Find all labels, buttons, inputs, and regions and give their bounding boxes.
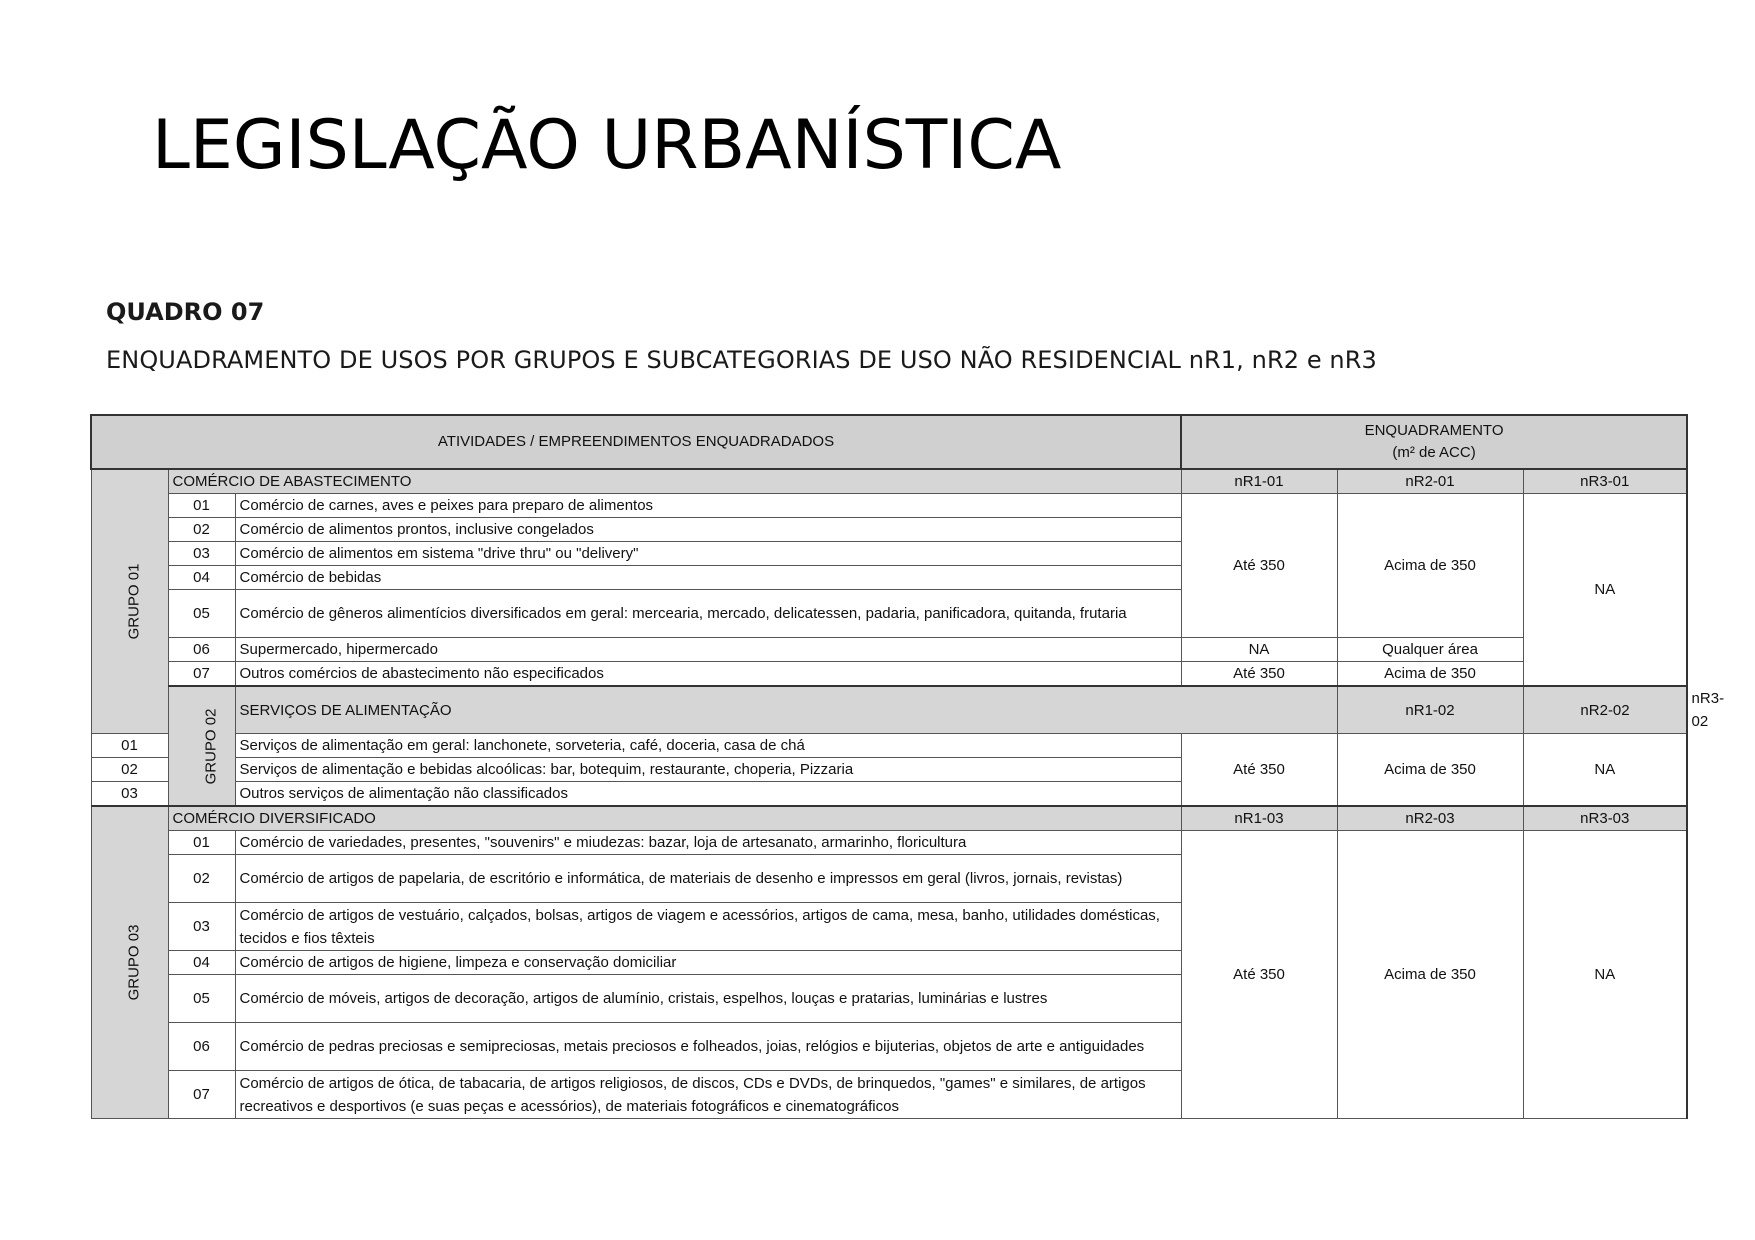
table-row <box>91 494 1687 518</box>
category-row <box>91 806 1687 831</box>
row-number: 07 <box>168 1071 235 1119</box>
value-nr1: Até 350 <box>1181 831 1337 1119</box>
row-number: 01 <box>91 734 168 758</box>
code-nr3: nR3-01 <box>1523 469 1687 494</box>
slide-title: LEGISLAÇÃO URBANÍSTICA <box>152 106 1062 185</box>
row-number: 02 <box>168 855 235 903</box>
code-nr2: nR2-02 <box>1523 686 1687 734</box>
group-label: GRUPO 01 <box>124 563 142 640</box>
code-nr2: nR2-01 <box>1337 469 1523 494</box>
row-description: Comércio de carnes, aves e peixes para preparo de alimentos <box>235 494 1181 518</box>
category-row: GRUPO 02 SERVIÇOS DE ALIMENTAÇÃO nR1-02 nR2-02 nR3-02 <box>91 686 1687 734</box>
table-row <box>91 662 1687 687</box>
group-label: GRUPO 03 <box>124 924 142 1001</box>
value-nr2: Acima de 350 <box>1337 662 1523 687</box>
value-nr1: NA <box>1181 638 1337 662</box>
value-nr1: Até 350 <box>1181 662 1337 687</box>
row-number: 07 <box>168 662 235 687</box>
row-description: Comércio de variedades, presentes, "souvenirs" e miudezas: bazar, loja de artesanato, armarinho, floricultura <box>235 831 1181 855</box>
category-name: SERVIÇOS DE ALIMENTAÇÃO <box>235 686 1337 734</box>
row-description: Comércio de alimentos em sistema "drive thru" ou "delivery" <box>235 542 1181 566</box>
row-description: Outros comércios de abastecimento não especificados <box>235 662 1181 687</box>
value-nr3: NA <box>1523 734 1687 807</box>
row-number: 01 <box>168 831 235 855</box>
row-description: Comércio de alimentos prontos, inclusive congelados <box>235 518 1181 542</box>
header-enquadramento <box>1181 415 1687 469</box>
row-number: 02 <box>168 518 235 542</box>
row-number: 05 <box>168 975 235 1023</box>
row-number: 02 <box>91 758 168 782</box>
classification-table <box>90 414 1725 1119</box>
value-nr2: Qualquer área <box>1337 638 1523 662</box>
code-nr1: nR1-03 <box>1181 806 1337 831</box>
table-row <box>91 638 1687 662</box>
header-unit: (m² de ACC) <box>1392 444 1476 461</box>
group-label-cell <box>168 686 235 806</box>
row-description: Serviços de alimentação em geral: lanchonete, sorveteria, café, doceria, casa de chá <box>235 734 1181 758</box>
group-label-cell <box>91 806 168 1119</box>
table-viewport <box>90 414 1725 1115</box>
row-number: 01 <box>168 494 235 518</box>
value-nr1: Até 350 <box>1181 494 1337 638</box>
value-nr2: Acima de 350 <box>1337 734 1523 807</box>
header-enquadramento-label: ENQUADRAMENTO <box>1364 422 1504 439</box>
row-description: Comércio de artigos de papelaria, de escritório e informática, de materiais de desenho e impressos em geral (livros, jornais, revistas) <box>235 855 1181 903</box>
category-name: COMÉRCIO DIVERSIFICADO <box>168 806 1181 831</box>
row-description: Supermercado, hipermercado <box>235 638 1181 662</box>
row-number: 03 <box>168 903 235 951</box>
value-nr3: NA <box>1523 494 1687 687</box>
header-activities: ATIVIDADES / EMPREENDIMENTOS ENQUADRADADOS <box>91 415 1181 469</box>
group-label: GRUPO 02 <box>201 708 219 784</box>
row-number: 06 <box>168 638 235 662</box>
row-number: 03 <box>91 782 168 807</box>
row-description: Comércio de gêneros alimentícios diversificados em geral: mercearia, mercado, delicatessen, padaria, panificadora, quitanda, frutaria <box>235 590 1181 638</box>
row-description: Comércio de artigos de higiene, limpeza e conservação domiciliar <box>235 951 1181 975</box>
table-row <box>91 831 1687 855</box>
value-nr2: Acima de 350 <box>1337 494 1523 638</box>
row-description: Serviços de alimentação e bebidas alcoólicas: bar, botequim, restaurante, choperia, Pizzaria <box>235 758 1181 782</box>
value-nr2: Acima de 350 <box>1337 831 1523 1119</box>
table-header-row <box>91 415 1687 469</box>
row-number: 04 <box>168 951 235 975</box>
row-description: Comércio de móveis, artigos de decoração, artigos de alumínio, cristais, espelhos, louças e pratarias, luminárias e lustres <box>235 975 1181 1023</box>
category-name: COMÉRCIO DE ABASTECIMENTO <box>168 469 1181 494</box>
code-nr3: nR3-03 <box>1523 806 1687 831</box>
table-row <box>91 734 1687 758</box>
row-number: 06 <box>168 1023 235 1071</box>
row-description: Comércio de artigos de vestuário, calçados, bolsas, artigos de viagem e acessórios, artigos de cama, mesa, banho, utilidades domésticas, tecidos e fios têxteis <box>235 903 1181 951</box>
row-number: 03 <box>168 542 235 566</box>
row-number: 05 <box>168 590 235 638</box>
row-number: 04 <box>168 566 235 590</box>
row-description: Comércio de artigos de ótica, de tabacaria, de artigos religiosos, de discos, CDs e DVDs, de brinquedos, "games" e similares, de artigos recreativos e desportivos (e suas peças e acessórios), de materiais fotográficos e cinematográficos <box>235 1071 1181 1119</box>
row-description: Outros serviços de alimentação não classificados <box>235 782 1181 807</box>
quadro-code: QUADRO 07 <box>106 298 265 326</box>
group-label-cell <box>91 469 168 734</box>
quadro-description: ENQUADRAMENTO DE USOS POR GRUPOS E SUBCATEGORIAS DE USO NÃO RESIDENCIAL nR1, nR2 e nR3 <box>106 346 1377 374</box>
row-description: Comércio de bebidas <box>235 566 1181 590</box>
code-nr1: nR1-02 <box>1337 686 1523 734</box>
row-description: Comércio de pedras preciosas e semipreciosas, metais preciosos e folheados, joias, relógios e bijuterias, objetos de arte e antiguidades <box>235 1023 1181 1071</box>
value-nr1: Até 350 <box>1181 734 1337 807</box>
value-nr3: NA <box>1523 831 1687 1119</box>
code-nr2: nR2-03 <box>1337 806 1523 831</box>
code-nr1: nR1-01 <box>1181 469 1337 494</box>
category-row <box>91 469 1687 494</box>
